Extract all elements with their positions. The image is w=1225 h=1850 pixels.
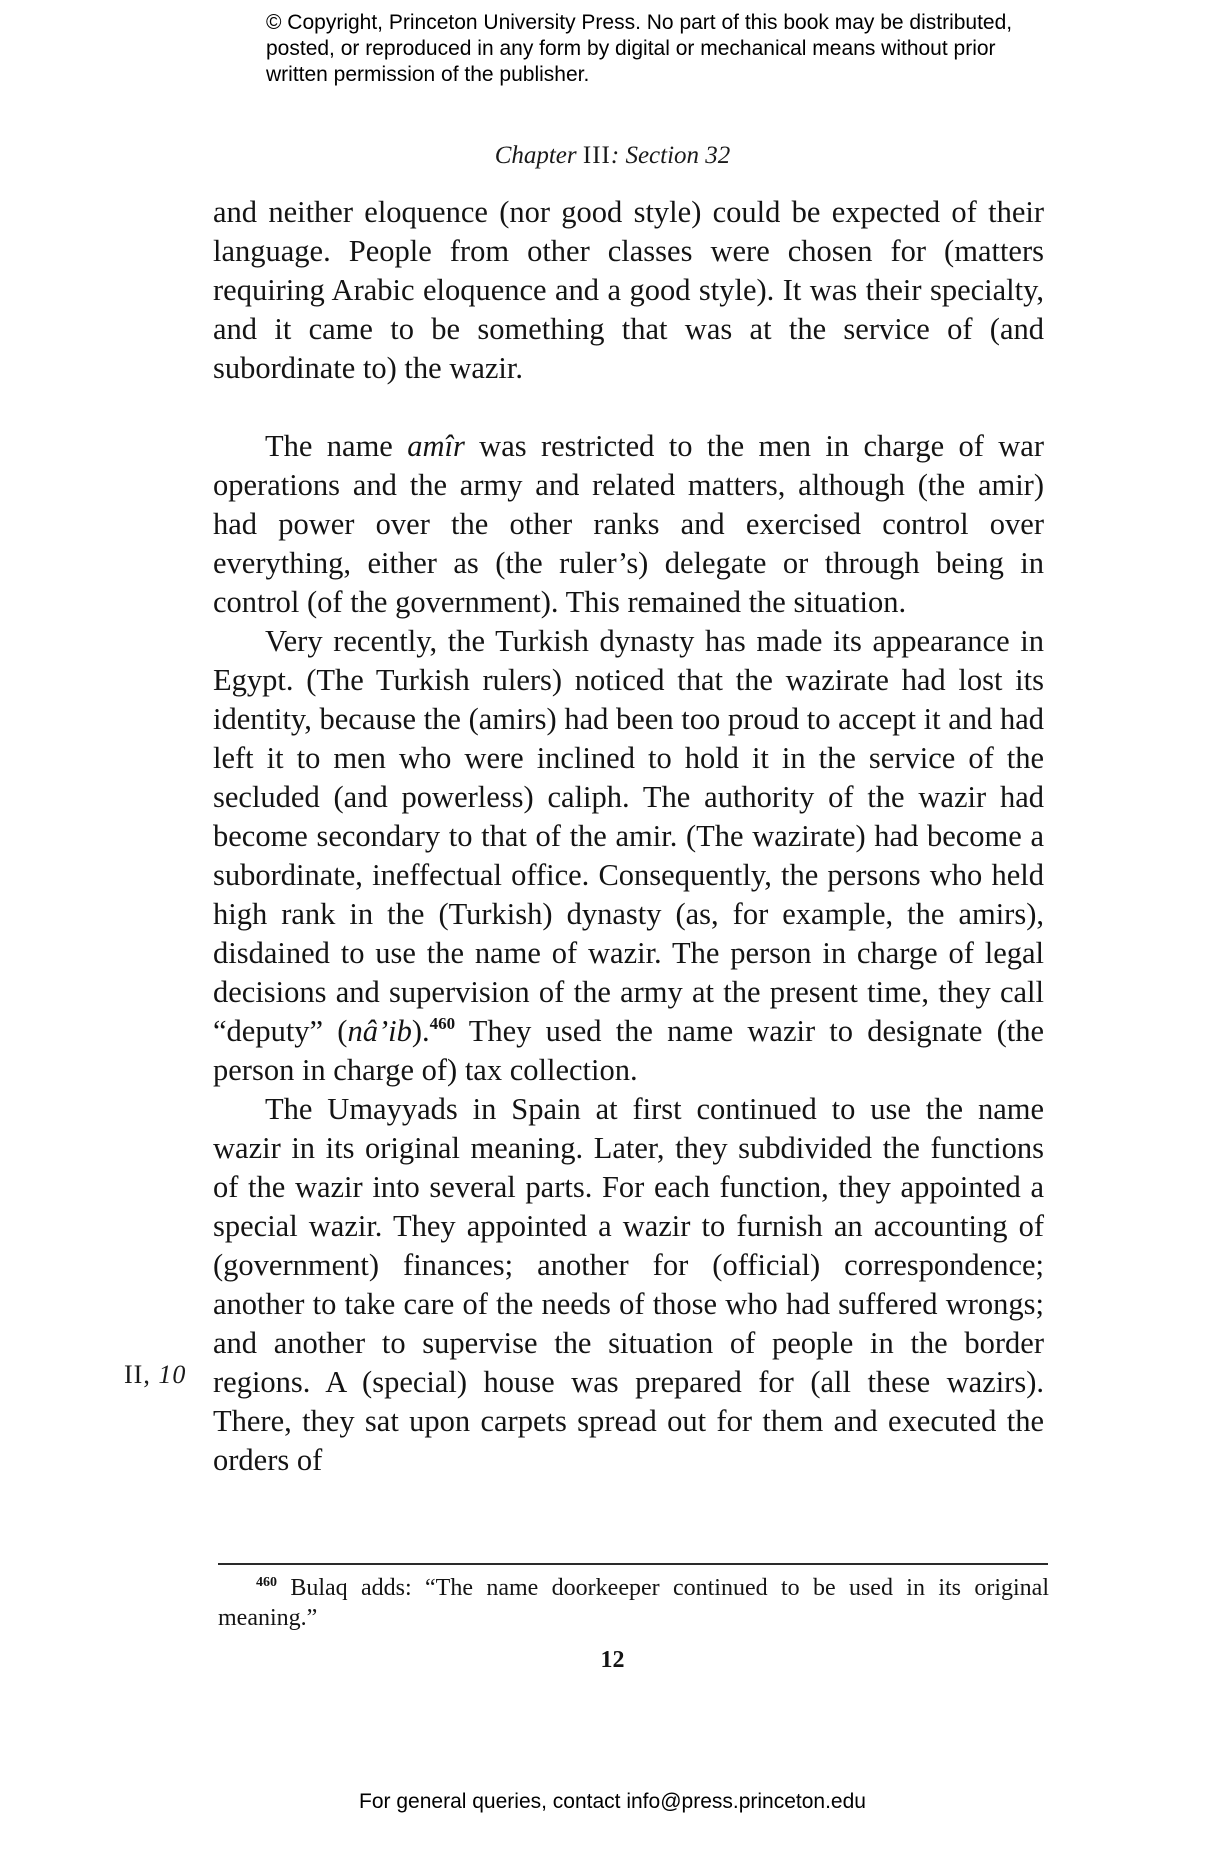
- paragraph-2: [213, 427, 1044, 622]
- running-head: [0, 142, 1225, 170]
- paragraph-4: The Umayyads in Spain at first continued to use the name wazir in its original meaning. Later, they subdivided the functions of the wazir into several parts. For each function, they appointed a special wazir. They appointed a wazir to furnish an accounting of (government) finances; another for (official) correspondence; another to take care of the needs of those who had suffered wrongs; and another to supervise the situation of people in the border regions. A (special) house was prepared for (all these wazirs). There, they sat upon carpets spread out for them and executed the orders of: [213, 1092, 1044, 1477]
- paragraph-3-start: Very recently, the Turkish dynasty has made its appearance in Egypt. (The Turkish rulers) noticed that the wazirate had lost its identity, because the (amirs) had been too proud to accept it and had left it to men who were inclined to hold it in the service of the secluded (and powerless) caliph. The authority of the wazir had become secondary to that of the amir. (The wazirate) had become a subordinate, ineffectual office. Consequently, the persons who held high rank in the (Turkish) dynasty (as, for example, the amirs), disdained to use the name of wazir. The person in charge of legal decisions and supervision of the army at the present time, they call “deputy” (: [213, 624, 1044, 1048]
- footnote-divider: [218, 1563, 1048, 1565]
- footnote-number: 460: [256, 1575, 277, 1590]
- margin-note-page: 10: [158, 1360, 187, 1389]
- margin-note-volume: II: [124, 1360, 144, 1389]
- body-text: [213, 193, 1044, 1480]
- term-amir: amîr: [407, 429, 465, 463]
- footnote-body: [218, 1573, 1049, 1633]
- running-head-chapter-word: Chapter: [494, 142, 577, 169]
- copyright-notice: © Copyright, Princeton University Press. No part of this book may be distributed, posted, or reproduced in any form by digital or mechanical means without prior written permission of the publisher.: [266, 11, 1013, 86]
- footnote-reference: 460: [429, 1014, 456, 1033]
- running-head-section: : Section 32: [610, 142, 731, 169]
- paragraph-3-close: ).: [411, 1014, 430, 1048]
- margin-note: II, 10: [124, 1360, 187, 1389]
- paragraph-3-rest: They used the name wazir to designate (the person in charge of) tax collection.: [213, 1014, 1044, 1087]
- paragraph-2-start: The name: [265, 429, 408, 463]
- paragraph-3: [213, 622, 1044, 1090]
- page-number: 12: [600, 1647, 625, 1673]
- footnote: [218, 1573, 1049, 1633]
- running-head-chapter-number: III: [582, 142, 611, 169]
- paragraph-1: and neither eloquence (nor good style) could be expected of their language. People from other classes were chosen for (matters requiring Arabic eloquence and a good style). It was their specialty, and it came to be something that was at the service of (and subordinate to) the wazir.: [213, 195, 1044, 385]
- contact-line: For general queries, contact info@press.princeton.edu: [359, 1790, 866, 1813]
- paragraph-2-rest: was restricted to the men in charge of war operations and the army and related matters, although (the amir) had power over the other ranks and exercised control over everything, either as (the ruler’s) delegate or through being in control (of the government). This remained the situation.: [213, 429, 1044, 619]
- term-naib: nâ’ib: [347, 1014, 412, 1048]
- footnote-text: Bulaq adds: “The name doorkeeper continued to be used in its original meaning.”: [218, 1575, 1049, 1631]
